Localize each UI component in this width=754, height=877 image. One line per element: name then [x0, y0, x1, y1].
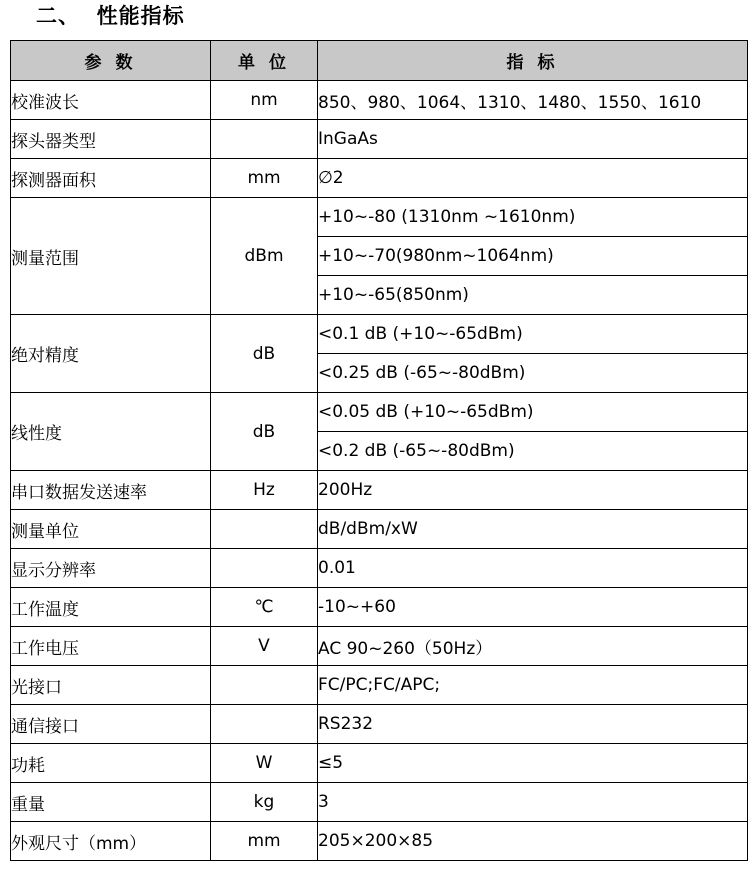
spec-table	[10, 40, 748, 861]
unit-cell: mm	[211, 822, 318, 861]
table-body	[11, 81, 748, 861]
param-cell: 通信接口	[11, 705, 211, 744]
header-param: 参 数	[11, 41, 211, 81]
param-cell: 工作温度	[11, 588, 211, 627]
unit-cell: V	[211, 627, 318, 666]
unit-cell	[211, 510, 318, 549]
param-cell: 校准波长	[11, 81, 211, 120]
unit-cell: dB	[211, 393, 318, 471]
table-row	[11, 81, 748, 120]
value-cell: 200Hz	[318, 471, 748, 510]
unit-cell: W	[211, 744, 318, 783]
param-cell: 绝对精度	[11, 315, 211, 393]
value-cell: dB/dBm/xW	[318, 510, 748, 549]
table-row	[11, 783, 748, 822]
table-row	[11, 510, 748, 549]
unit-cell: dBm	[211, 198, 318, 315]
param-cell: 线性度	[11, 393, 211, 471]
table-row	[11, 666, 748, 705]
value-cell: 3	[318, 783, 748, 822]
value-cell: RS232	[318, 705, 748, 744]
param-cell: 光接口	[11, 666, 211, 705]
value-cell: ∅2	[318, 159, 748, 198]
unit-cell: dB	[211, 315, 318, 393]
value-cell: FC/PC;FC/APC;	[318, 666, 748, 705]
table-row	[11, 549, 748, 588]
unit-cell	[211, 120, 318, 159]
table-row	[11, 471, 748, 510]
param-cell: 探头器类型	[11, 120, 211, 159]
param-cell: 外观尺寸（mm）	[11, 822, 211, 861]
unit-cell: ℃	[211, 588, 318, 627]
param-cell: 功耗	[11, 744, 211, 783]
value-cell: InGaAs	[318, 120, 748, 159]
table-row	[11, 198, 748, 237]
value-cell: +10~-65(850nm)	[318, 276, 748, 315]
table-row	[11, 120, 748, 159]
header-value: 指 标	[318, 41, 748, 81]
table-row	[11, 393, 748, 432]
param-cell: 测量单位	[11, 510, 211, 549]
section-title: 二、 性能指标	[36, 4, 185, 28]
param-cell: 串口数据发送速率	[11, 471, 211, 510]
unit-cell	[211, 705, 318, 744]
param-cell: 重量	[11, 783, 211, 822]
table-row	[11, 627, 748, 666]
unit-cell	[211, 666, 318, 705]
table-row	[11, 588, 748, 627]
table-row	[11, 705, 748, 744]
value-cell: +10~-80 (1310nm ~1610nm)	[318, 198, 748, 237]
value-cell: -10~+60	[318, 588, 748, 627]
header-unit: 单 位	[211, 41, 318, 81]
value-cell: AC 90~260（50Hz）	[318, 627, 748, 666]
value-cell: <0.2 dB (-65~-80dBm)	[318, 432, 748, 471]
unit-cell: kg	[211, 783, 318, 822]
value-cell: 205×200×85	[318, 822, 748, 861]
value-cell: <0.05 dB (+10~-65dBm)	[318, 393, 748, 432]
unit-cell: nm	[211, 81, 318, 120]
unit-cell	[211, 549, 318, 588]
param-cell: 显示分辨率	[11, 549, 211, 588]
value-cell: <0.25 dB (-65~-80dBm)	[318, 354, 748, 393]
value-cell: 850、980、1064、1310、1480、1550、1610	[318, 81, 748, 120]
unit-cell: Hz	[211, 471, 318, 510]
table-row	[11, 744, 748, 783]
param-cell: 测量范围	[11, 198, 211, 315]
table-row	[11, 315, 748, 354]
value-cell: 0.01	[318, 549, 748, 588]
table-header-row	[11, 41, 748, 81]
unit-cell: mm	[211, 159, 318, 198]
value-cell: <0.1 dB (+10~-65dBm)	[318, 315, 748, 354]
table-row	[11, 822, 748, 861]
value-cell: ≤5	[318, 744, 748, 783]
table-row	[11, 159, 748, 198]
value-cell: +10~-70(980nm~1064nm)	[318, 237, 748, 276]
param-cell: 工作电压	[11, 627, 211, 666]
param-cell: 探测器面积	[11, 159, 211, 198]
